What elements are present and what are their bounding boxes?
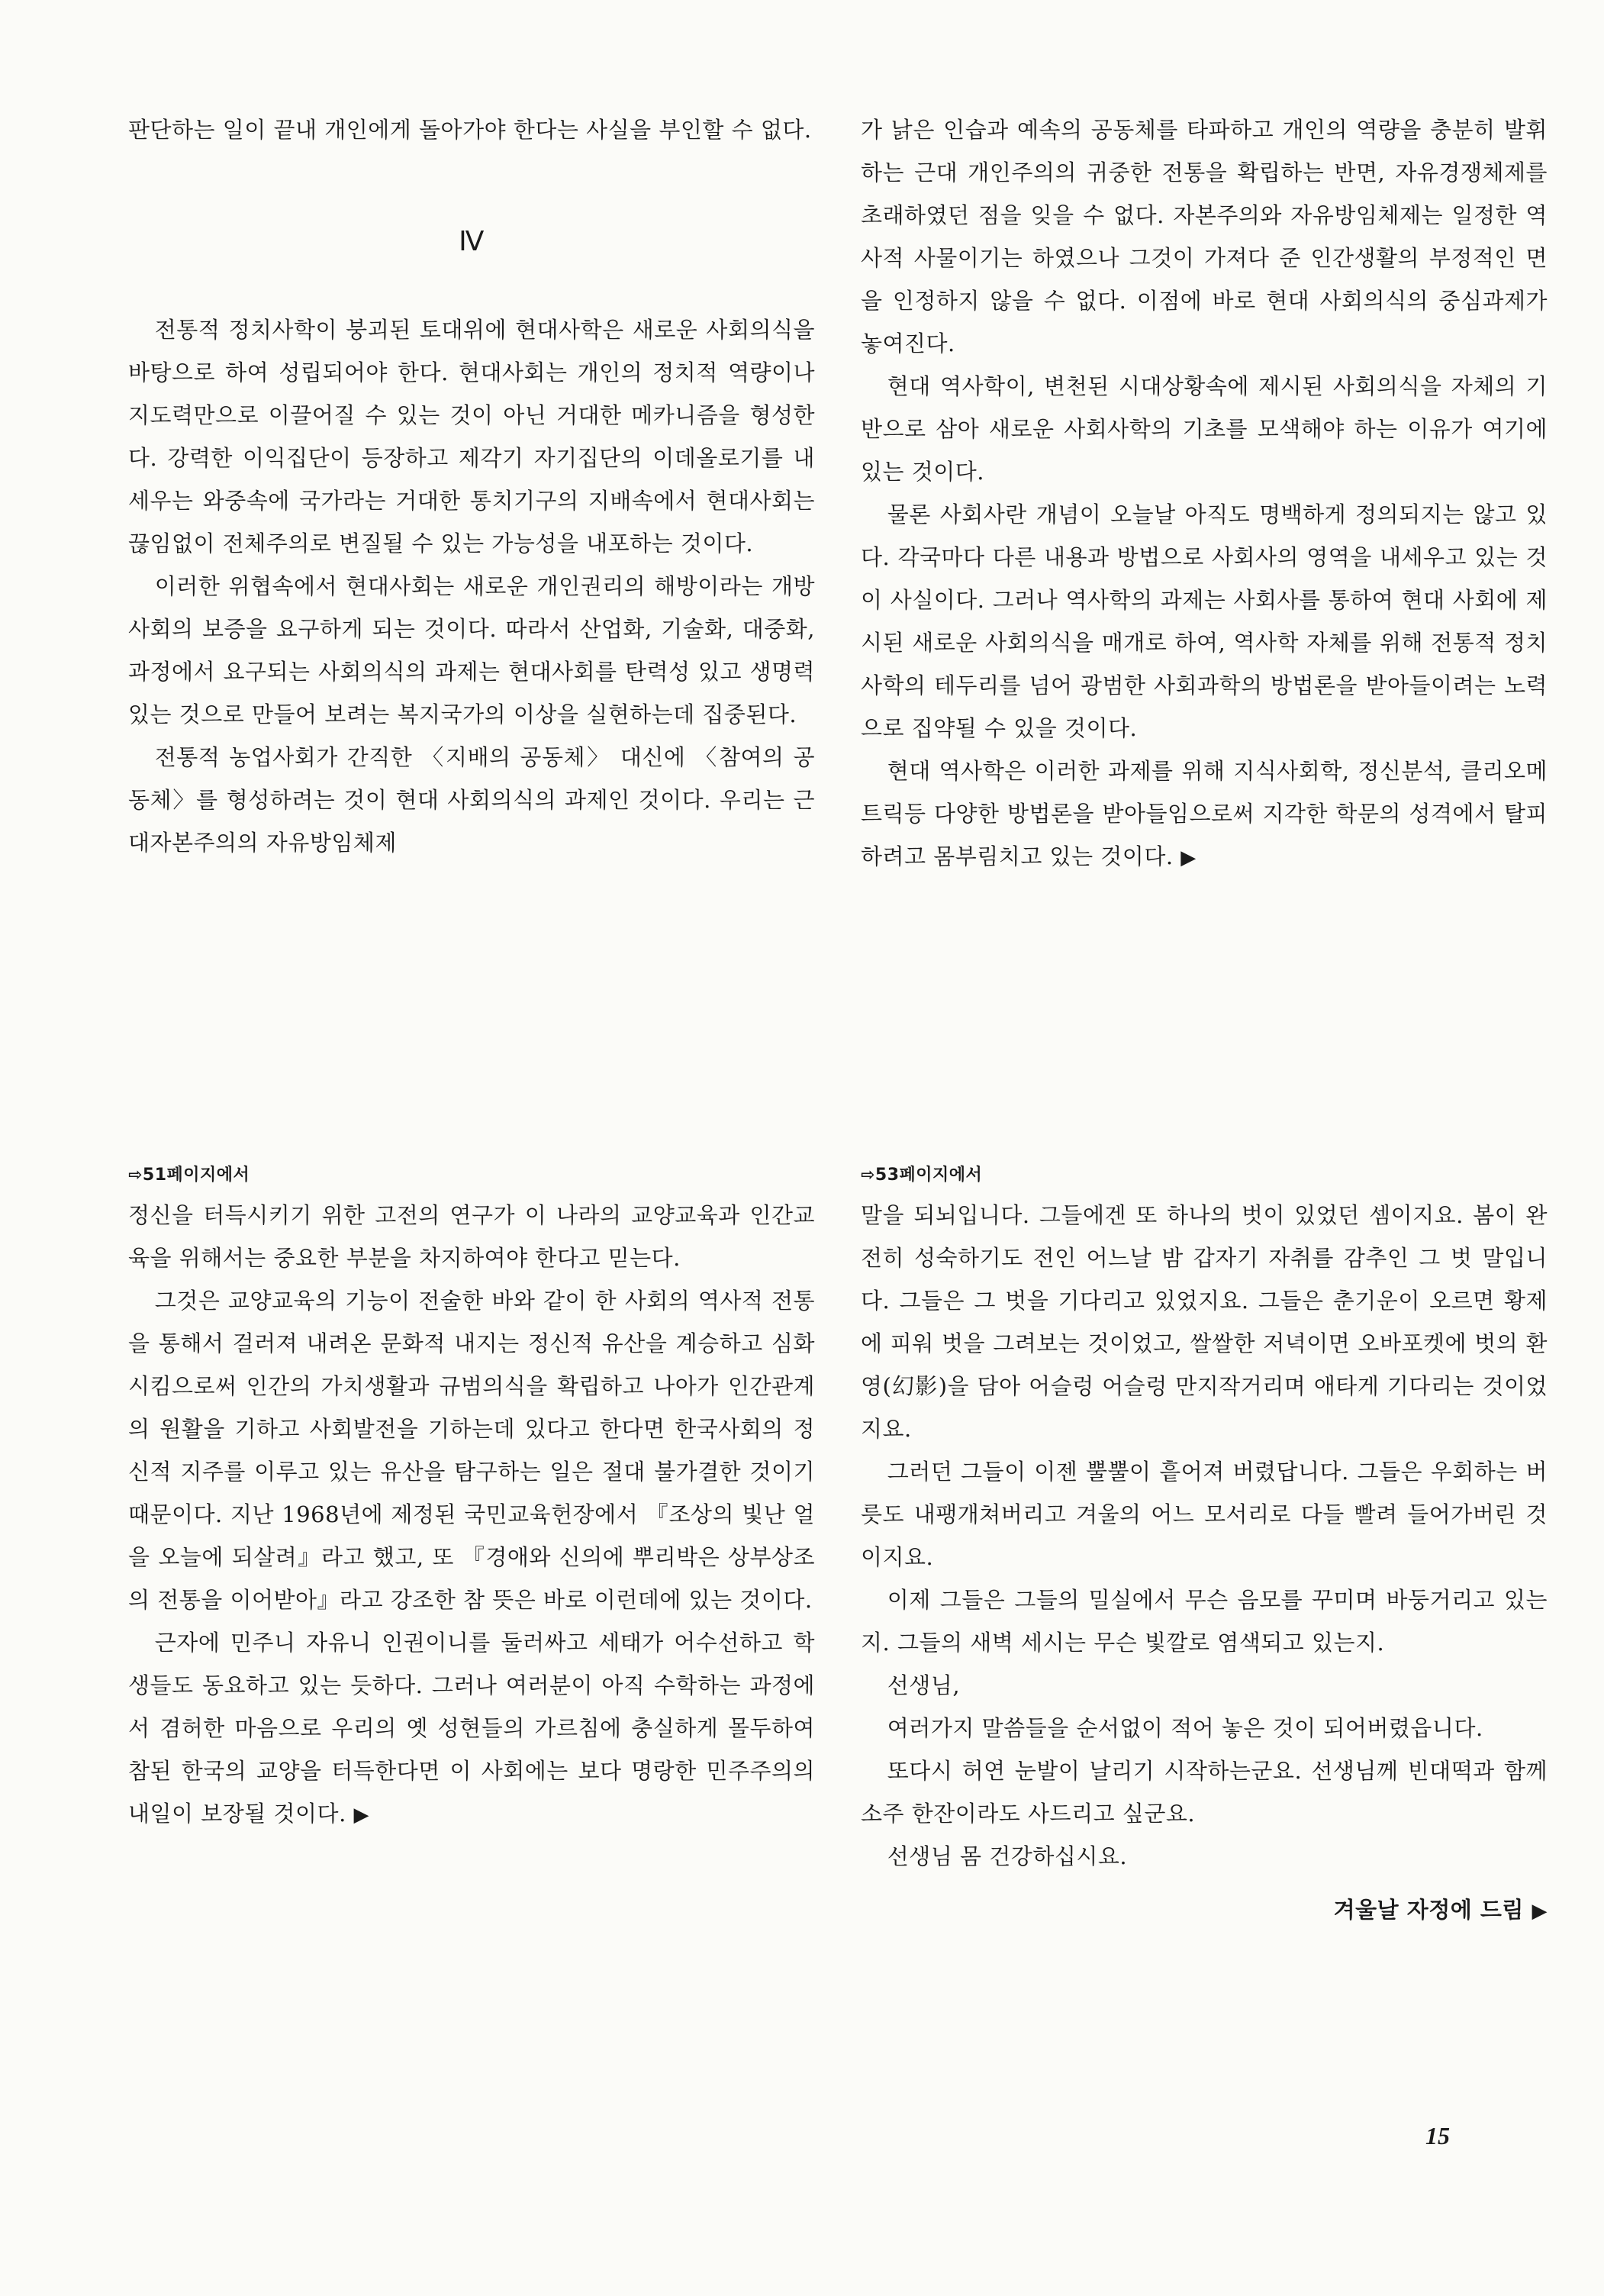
paragraph: 이러한 위협속에서 현대사회는 새로운 개인권리의 해방이라는 개방사회의 보증을 요구하게 되는 것이다. 따라서 산업화, 기술화, 대중화, 과정에서 요구되는 사회의식의 과제는 현대사회를 탄력성 있고 생명력 있는 것으로 만들어 보려는 복지국가의 이상을 실현하는데 집중된다. [128,573,815,727]
letter-column-bottom-right [861,1160,1548,1933]
paragraph [861,750,1548,879]
article-column-bottom-left [128,1160,815,1836]
paragraph: 또다시 허연 눈발이 날리기 시작하는군요. 선생님께 빈대떡과 함께 소주 한잔이라도 사드리고 싶군요. [861,1758,1548,1827]
continued-from-label: ⇨51페이지에서 [128,1166,250,1185]
continued-from-label: ⇨53페이지에서 [861,1166,983,1185]
paragraph: 물론 사회사란 개념이 오늘날 아직도 명백하게 정의되지는 않고 있다. 각국마다 다른 내용과 방법으로 사회사의 영역을 내세우고 있는 것이 사실이다. 그러나 역사학의 과제는 사회사를 통하여 현대 사회에 제시된 새로운 사회의식을 매개로 하여, 역사학 자체를 위해 전통적 정치사학의 테두리를 넘어 광범한 사회과학의 방법론을 받아들이려는 노력으로 집약될 수 있을 것이다. [861,501,1548,741]
paragraph: 전통적 농업사회가 간직한 〈지배의 공동체〉 대신에 〈참여의 공동체〉를 형성하려는 것이 현대 사회의식의 과제인 것이다. 우리는 근대자본주의의 자유방임체제 [128,744,815,856]
paragraph: 전통적 정치사학이 붕괴된 토대위에 현대사학은 새로운 사회의식을 바탕으로 하여 성립되어야 한다. 현대사회는 개인의 정치적 역량이나 지도력만으로 이끌어질 수 있는 것이 아닌 거대한 메카니즘을 형성한다. 강력한 이익집단이 등장하고 제각기 자기집단의 이데올로기를 내세우는 와중속에 국가라는 거대한 통치기구의 지배속에서 현대사회는 끊임없이 전체주의로 변질될 수 있는 가능성을 내포하는 것이다. [128,317,815,556]
paragraph: 그것은 교양교육의 기능이 전술한 바와 같이 한 사회의 역사적 전통을 통해서 걸러져 내려온 문화적 내지는 정신적 유산을 계승하고 심화시킴으로써 인간의 가치생활과 규범의식을 확립하고 나아가 인간관계의 원활을 기하고 사회발전을 기하는데 있다고 한다면 한국사회의 정신적 지주를 이루고 있는 유산을 탐구하는 일은 절대 불가결한 것이기 때문이다. 지난 1968년에 제정된 국민교육헌장에서 『조상의 빛난 얼을 오늘에 되살려』라고 했고, 또 『경애와 신의에 뿌리박은 상부상조의 전통을 이어받아』라고 강조한 참 뜻은 바로 이런데에 있는 것이다. [128,1288,815,1613]
signature-text: 겨울날 자정에 드림 [1333,1897,1524,1923]
paragraph-text: 근자에 민주니 자유니 인권이니를 둘러싸고 세태가 어수선하고 학생들도 동요하고 있는 듯하다. 그러나 여러분이 아직 수학하는 과정에서 겸허한 마음으로 우리의 옛 성현들의 가르침에 충실하게 몰두하여 참된 한국의 교양을 터득한다면 이 사회에는 보다 명랑한 민주주의의 내일이 보장될 것이다. [128,1630,815,1827]
paragraph: 현대 역사학이, 변천된 시대상황속에 제시된 사회의식을 자체의 기반으로 삼아 새로운 사회사학의 기초를 모색해야 하는 이유가 여기에 있는 것이다. [861,373,1548,485]
section-heading: Ⅳ [459,226,485,256]
paragraph: 그러던 그들이 이젠 뿔뿔이 흩어져 버렸답니다. 그들은 우회하는 버릇도 내팽개쳐버리고 겨울의 어느 모서리로 다들 빨려 들어가버린 것이지요. [861,1459,1548,1570]
signature [861,1888,1548,1933]
paragraph: 이제 그들은 그들의 밀실에서 무슨 음모를 꾸미며 바둥거리고 있는지. 그들의 새벽 세시는 무슨 빛깔로 염색되고 있는지. [861,1587,1548,1656]
paragraph: 선생님 몸 건강하십시요. [887,1843,1128,1869]
paragraph: 선생님, [887,1672,961,1698]
paragraph: 여러가지 말씀들을 순서없이 적어 놓은 것이 되어버렸읍니다. [887,1715,1483,1741]
article-column-top-left [128,108,815,864]
end-mark-icon: ▶ [353,1804,369,1827]
paragraph: 말을 되뇌입니다. 그들에겐 또 하나의 벗이 있었던 셈이지요. 봄이 완전히 성숙하기도 전인 어느날 밤 갑자기 자취를 감추인 그 벗 말입니다. 그들은 그 벗을 기다리고 있었지요. 그들은 춘기운이 오르면 황제에 피워 벗을 그려보는 것이었고, 쌀쌀한 저녁이면 오바포켓에 벗의 환영(幻影)을 담아 어슬렁 어슬렁 만지작거리며 애타게 기다리는 것이었지요. [861,1202,1548,1442]
paragraph [128,1621,815,1836]
article-column-top-right [861,108,1548,879]
paragraph: 판단하는 일이 끝내 개인에게 돌아가야 한다는 사실을 부인할 수 없다. [128,117,812,143]
page-number: 15 [1425,2122,1450,2149]
end-mark-icon: ▶ [1532,1900,1548,1923]
paragraph: 정신을 터득시키기 위한 고전의 연구가 이 나라의 교양교육과 인간교육을 위해서는 중요한 부분을 차지하여야 한다고 믿는다. [128,1202,815,1271]
paragraph-text: 현대 역사학은 이러한 과제를 위해 지식사회학, 정신분석, 클리오메트릭등 다양한 방법론을 받아들임으로써 지각한 학문의 성격에서 탈피하려고 몸부림치고 있는 것이다. [861,758,1548,869]
end-mark-icon: ▶ [1180,846,1197,869]
paragraph: 가 낡은 인습과 예속의 공동체를 타파하고 개인의 역량을 충분히 발휘하는 근대 개인주의의 귀중한 전통을 확립하는 반면, 자유경쟁체제를 초래하였던 점을 잊을 수 없다. 자본주의와 자유방임체제는 일정한 역사적 사물이기는 하였으나 그것이 가져다 준 인간생활의 부정적인 면을 인정하지 않을 수 없다. 이점에 바로 현대 사회의식의 중심과제가 놓여진다. [861,117,1548,356]
